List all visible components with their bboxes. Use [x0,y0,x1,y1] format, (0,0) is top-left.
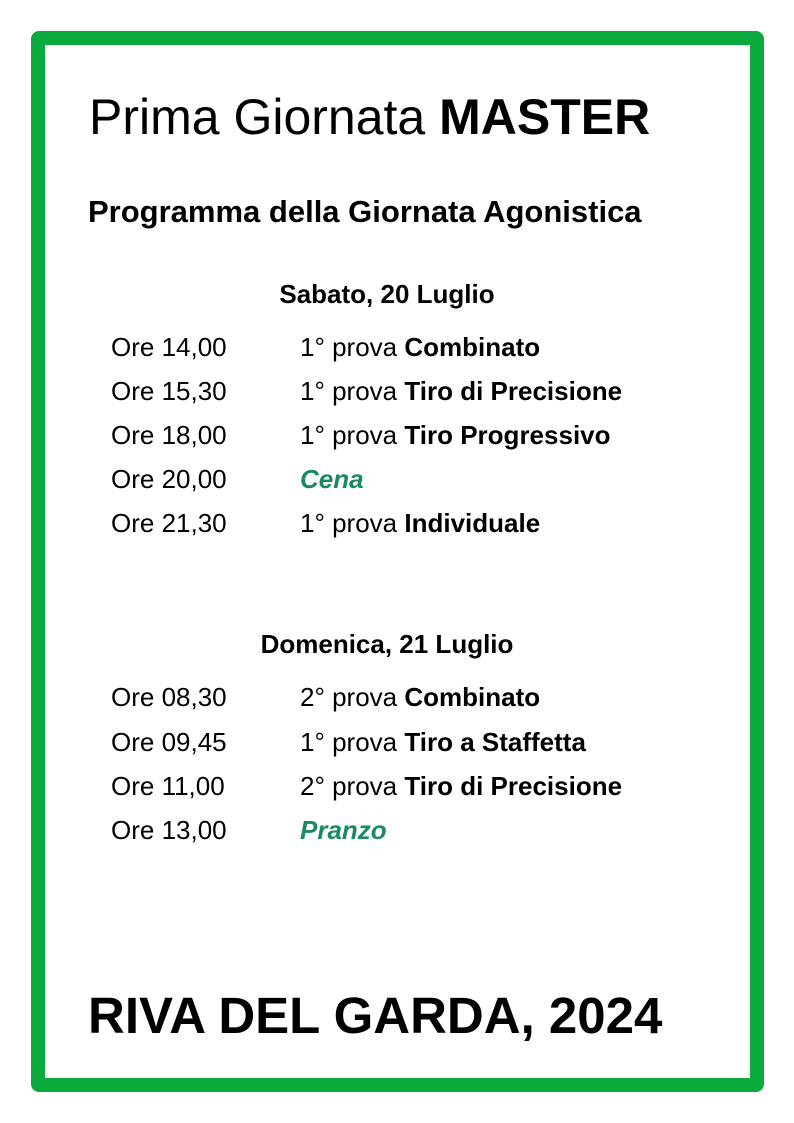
schedule-event [300,376,622,406]
meal-break: Cena [300,464,364,494]
event-name: Tiro Progressivo [404,420,611,450]
event-name: Tiro di Precisione [404,771,623,801]
schedule-time: Ore 14,00 [111,332,227,362]
schedule-time: Ore 08,30 [111,682,227,712]
schedule-event [300,420,611,450]
event-name: Tiro a Staffetta [404,727,586,757]
location-year: RIVA DEL GARDA, 2024 [88,987,663,1044]
schedule-event [300,682,540,712]
event-round: 2° prova [300,682,398,712]
schedule-event [300,508,540,538]
schedule-time: Ore 18,00 [111,420,227,450]
schedule-time: Ore 21,30 [111,508,227,538]
event-round: 1° prova [300,420,398,450]
schedule-event [300,727,586,757]
schedule-time: Ore 13,00 [111,815,227,845]
event-name: Combinato [404,332,541,362]
program-subtitle: Programma della Giornata Agonistica [88,194,642,229]
event-round: 2° prova [300,771,398,801]
event-round: 1° prova [300,376,398,406]
schedule-time: Ore 11,00 [111,771,225,801]
schedule-time: Ore 20,00 [111,464,227,494]
event-name: Combinato [404,682,541,712]
page-title [89,88,650,146]
event-round: 1° prova [300,508,398,538]
event-round: 1° prova [300,727,398,757]
title-prefix: Prima Giornata [89,89,426,145]
schedule-time: Ore 15,30 [111,376,227,406]
schedule-time: Ore 09,45 [111,727,227,757]
schedule-event [300,771,622,801]
day-heading-saturday: Sabato, 20 Luglio [279,279,495,309]
page-border [31,31,764,1092]
day-heading-sunday: Domenica, 21 Luglio [260,629,514,659]
event-round: 1° prova [300,332,398,362]
title-emphasis: MASTER [439,89,651,145]
event-name: Tiro di Precisione [404,376,623,406]
meal-break: Pranzo [300,815,387,845]
event-name: Individuale [404,508,541,538]
schedule-event [300,332,540,362]
